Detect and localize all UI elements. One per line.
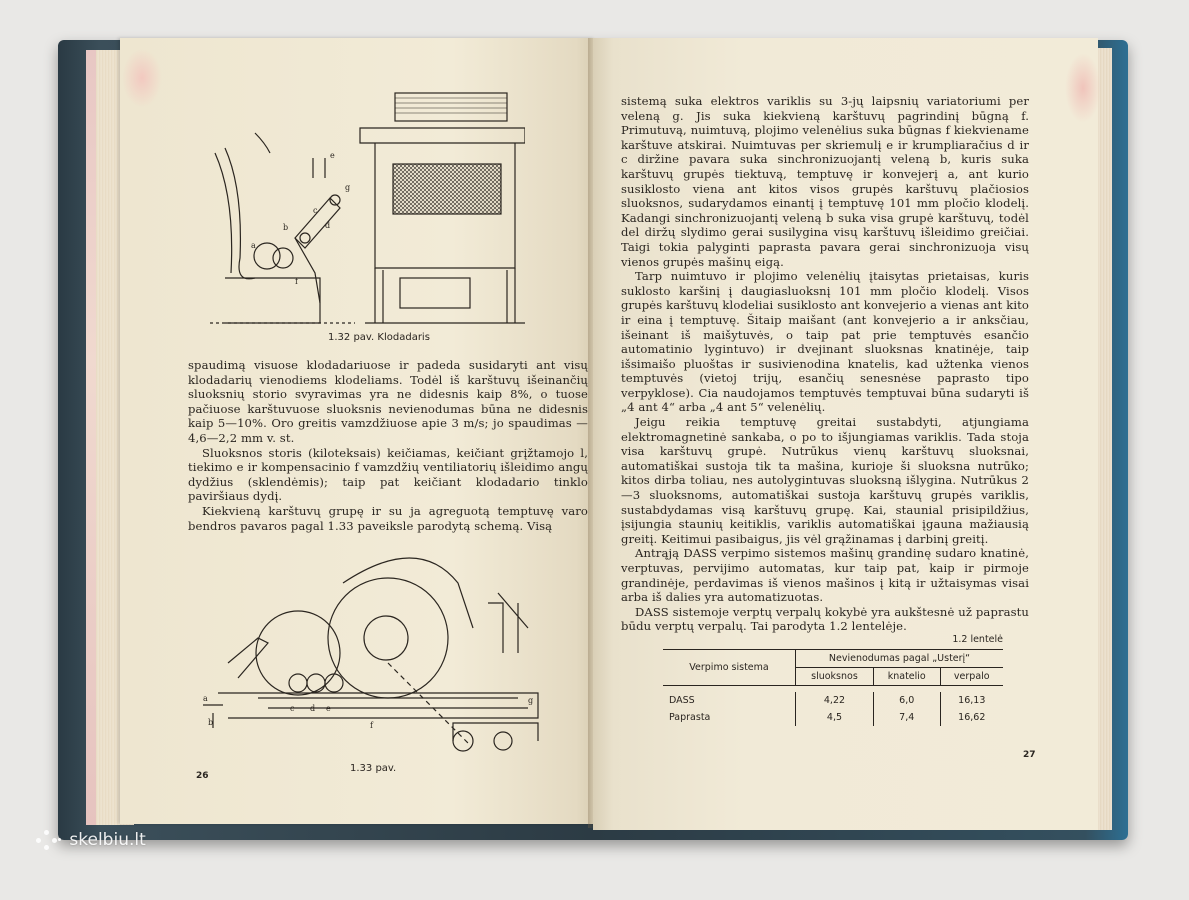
table-cell: 16,13 xyxy=(940,692,1003,709)
paragraph: Kiekvieną karštuvų grupę ir su ja agreguotą temptuvę varo bendros pavaros pagal 1.33 paveiksle parodytą schemą. Visą xyxy=(188,503,588,533)
fig1-label-a: a xyxy=(251,241,256,250)
paragraph: Tarp nuimtuvo ir plojimo velenėlių įtaisytas prietaisas, kuris suklosto karšinį į daugiasluoksnį 101 mm pločio klodelį. Visos grupės karštuvų klodeliai susiklosto ant konvejerio a vienas ant kito ir eina į temptuvę. Šitaip maišant (ant konvejerio a ir anksčiau, išeinant iš maišytuvės, o taip pat prie temptuvės esančio automatinio lygintuvo) ir dvejinant sluoksnas knatinėje, taip išsimaišo pluoštas ir susivienodina knatelis, kad užtenka vienos temptuvės (vietoj trijų, esančių senesnėse paprasto tipo verpyklose). Cia naudojamos temptuvės temptuvai būna sudaryti iš „4 ant 4“ arba „4 ant 5“ velenėlių. xyxy=(621,269,1029,415)
fig1-label-g: g xyxy=(345,183,351,192)
table-cell: 7,4 xyxy=(873,709,940,726)
page-stain xyxy=(122,48,162,108)
table-row xyxy=(663,692,1003,709)
fig2-label-f: f xyxy=(370,721,373,730)
fig2-label-b: b xyxy=(208,718,214,727)
table-header-group: Nevienodumas pagal „Usterį“ xyxy=(796,650,1004,668)
table-cell: 4,22 xyxy=(796,692,874,709)
watermark xyxy=(36,830,146,850)
table-header-system: Verpimo sistema xyxy=(663,650,796,686)
table-title: 1.2 lentelė xyxy=(952,634,1003,645)
fig1-label-b: b xyxy=(283,223,289,232)
right-page xyxy=(593,38,1098,830)
watermark-text: skelbiu.lt xyxy=(69,830,146,850)
page-stain xyxy=(1065,53,1101,123)
table-cell: 4,5 xyxy=(796,709,874,726)
table-cell: DASS xyxy=(669,695,695,706)
left-page-text xyxy=(188,358,588,533)
fig2-label-a: a xyxy=(203,694,208,703)
paragraph: Sluoksnos storis (kiloteksais) keičiamas, keičiant grįžtamojo l, tiekimo e ir kompensacinio f vamzdžių ventiliatorių išleidimo angų dydžius (sklendėmis); taip pat keičiant klodadario tinklo paviršiaus dydį. xyxy=(188,445,588,504)
right-page-text xyxy=(621,94,1029,634)
paragraph: Antrąją DASS verpimo sistemos mašinų grandinę sudaro knatinė, verptuvas, pervijimo automatas, kur taip pat, kaip ir pirmoje grandinėje, perdavimas iš vienos mašinos į kitą ir užtaisymas visai arba iš dalies yra automatizuotas. xyxy=(621,546,1029,605)
paragraph: spaudimą visuose klodadariuose ir padeda susidaryti ant visų klodadarių vienodiems klodeliams. Todėl iš karštuvų išeinančių sluoksnių storio svyravimas yra ne didesnis kaip 8%, o tuose pačiuose karštuvuose sluoksnis nevienodumas būna ne didesnis kaip 5—10%. Oro greitis vamzdžiuose apie 3 m/s; jo spaudimas — 4,6—2,2 mm v. st. xyxy=(188,358,588,445)
table-row xyxy=(663,709,1003,726)
figure-1-32-caption: 1.32 pav. Klodadaris xyxy=(328,332,430,343)
table-1-2 xyxy=(663,634,1003,726)
table-cell: 6,0 xyxy=(873,692,940,709)
fig1-label-e: e xyxy=(330,151,335,160)
table-cell: Paprasta xyxy=(669,712,711,723)
figure-1-32-klodadaris xyxy=(195,88,525,328)
fig2-label-c: c xyxy=(290,704,295,713)
watermark-logo-icon xyxy=(36,830,64,850)
table-cell: 16,62 xyxy=(940,709,1003,726)
figure-1-33-drive-scheme xyxy=(198,543,558,758)
paragraph: DASS sistemoje verptų verpalų kokybė yra aukštesnė už paprastu būdu verptų verpalų. Tai parodyta 1.2 lentelėje. xyxy=(621,604,1029,634)
table-subheader: sluoksnos xyxy=(796,668,874,686)
fig1-label-f: f xyxy=(295,277,298,286)
page-number-left: 26 xyxy=(196,771,209,781)
table-subheader: knatelio xyxy=(873,668,940,686)
figure-1-33-caption: 1.33 pav. xyxy=(350,763,397,774)
fig2-label-d: d xyxy=(310,704,316,713)
fig2-label-g: g xyxy=(528,696,534,705)
paragraph: sistemą suka elektros variklis su 3-jų laipsnių variatoriumi per veleną g. Jis suka kiekvieną karštuvų pagrindinį būgną f. Primutuvą, nuimtuvą, plojimo velenėlius suka būgnas f kiekviename karštuve atskirai. Nuimtuvas per skriemulį e ir krumpliaračius d ir c diržine pavara suka sinchronizuojantį veleną b, kuris suka karštuvų grupės tiektuvą, temptuvę ir konvejerį a, ant kurio susiklosto viena ant kitos visos grupės karštuvų plačiosios sluoksnos, sudarydamos einantį į temptuvę 101 mm pločio klodelį. Kadangi sinchronizuojantį veleną b suka visa grupė karštuvų, todėl del diržų slydimo gerai susilygina visų karštuvų išleidimo greičiai. Taigi tokia palyginti paprasta pavara gerai sinchronizuoja visų vienos grupės mašinų eigą. xyxy=(621,94,1029,269)
fig2-label-e: e xyxy=(326,704,331,713)
fig1-label-c: c xyxy=(313,206,318,215)
fig1-label-d: d xyxy=(325,221,331,230)
table-subheader: verpalo xyxy=(940,668,1003,686)
left-page xyxy=(120,38,595,824)
page-number-right: 27 xyxy=(1023,750,1036,760)
paragraph: Jeigu reikia temptuvę greitai sustabdyti, atjungiama elektromagnetinė sankaba, o po to išjungiamas variklis. Tada stoja visa karštuvų grupė. Nutrūkus vienų karštuvų sluoksnai, automatiškai sustoja tik ta mašina, kurioje ši sluoksna nutrūko; kitos dirba toliau, nes autolygintuvas sluoksną išlygina. Nutrūkus 2—3 sluoksnoms, automatiškai sustoja karštuvų grupės variklis, sustabdydamas visą karštuvų grupę. Kai, staunial prisipildžius, įsijungia staunių keitiklis, variklis automatiškai įgauna mažiausią greitį. Keitimui pasibaigus, jis vėl grąžinamas į darbinį greitį. xyxy=(621,415,1029,546)
